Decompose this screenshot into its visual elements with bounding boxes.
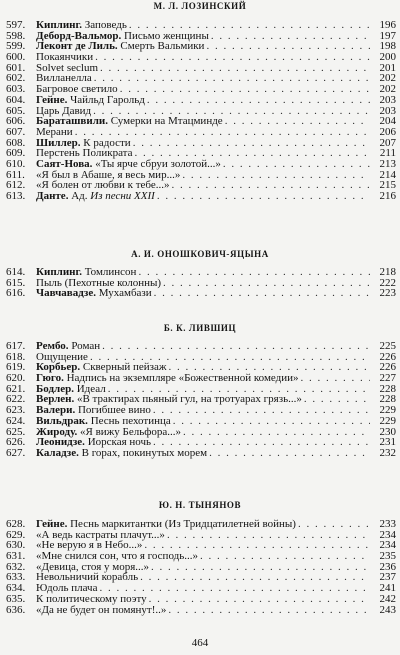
entry-title: «Девица, стоя у моря...» xyxy=(36,560,150,573)
entry-page: 207 xyxy=(379,136,396,149)
entry-author: Гейне. xyxy=(36,518,68,530)
entry-author: Саят-Нова. xyxy=(36,157,93,170)
entry-number: 633. xyxy=(6,571,26,584)
section-heading: А. И. ОНОШКОВИЧ-ЯЦЫНА xyxy=(131,249,269,259)
entry-number: 622. xyxy=(6,393,26,406)
toc-list xyxy=(6,267,396,299)
page-number: 464 xyxy=(191,637,209,649)
entry-title: Невольничий корабль xyxy=(36,571,139,584)
entry-title: Чайльд Гарольд xyxy=(70,93,145,106)
leader-dots xyxy=(94,73,370,84)
leader-dots xyxy=(95,52,370,63)
entry-page: 216 xyxy=(379,190,396,202)
entry-title: Пыль (Пехотные колонны) xyxy=(36,276,162,289)
entry-number: 602. xyxy=(6,72,26,85)
leader-dots xyxy=(138,267,370,278)
entry-title: Заповедь xyxy=(84,19,127,31)
entry-title: Юдоль плача xyxy=(36,582,98,595)
entry-number: 618. xyxy=(6,350,26,363)
leader-dots xyxy=(154,288,370,299)
entry-number: 611. xyxy=(6,168,25,181)
toc-entry xyxy=(6,288,396,299)
leader-dots xyxy=(147,95,370,106)
entry-page: 206 xyxy=(379,125,396,138)
entry-title: Иорская ночь xyxy=(87,436,152,449)
entry-number: 614. xyxy=(6,266,26,278)
entry-title: Вилланелла xyxy=(36,72,92,85)
entry-page: 242 xyxy=(379,592,396,605)
entry-title: «Не верую я в Небо...» xyxy=(36,539,143,552)
entry-title: Надпись на экземпляре «Божественной комедии» xyxy=(66,372,299,385)
entry-page: 202 xyxy=(379,83,396,96)
entry-title: «А ведь кастраты плачут...» xyxy=(36,528,165,541)
entry-title-group xyxy=(36,605,166,616)
entry-number: 634. xyxy=(6,582,26,595)
entry-page: 235 xyxy=(379,550,396,563)
entry-number: 626. xyxy=(6,436,26,449)
entry-author: Данте. xyxy=(36,190,69,202)
entry-author: Гюго. xyxy=(36,372,64,385)
leader-dots xyxy=(171,180,370,191)
entry-page: 213 xyxy=(379,157,396,170)
leader-dots xyxy=(225,116,370,127)
entry-number: 623. xyxy=(6,404,26,417)
entry-title: Мухамбази xyxy=(98,287,152,300)
entry-number: 612. xyxy=(6,179,26,192)
entry-title: «Мне снился сон, что я господь...» xyxy=(36,550,198,563)
entry-number: 625. xyxy=(6,425,26,438)
entry-author: Леконт де Лиль. xyxy=(36,40,118,53)
entry-page: 203 xyxy=(379,93,396,106)
entry-number: 617. xyxy=(6,340,26,352)
entry-title: «Ты ярче сбруи золотой...» xyxy=(95,157,221,170)
leader-dots xyxy=(223,159,370,170)
entry-title: Смерть Вальмики xyxy=(120,40,205,53)
entry-author: Верлен. xyxy=(36,393,75,406)
entry-number: 603. xyxy=(6,83,26,96)
entry-title: Песнь пехотинца xyxy=(90,414,171,427)
entry-title: Песнь маркитантки (Из Тридцатилетней войны) xyxy=(70,518,296,530)
toc-entry xyxy=(6,448,396,459)
entry-title-group xyxy=(36,448,207,459)
entry-author: Киплинг. xyxy=(36,19,83,31)
entry-author: Вильдрак. xyxy=(36,414,88,427)
entry-number: 610. xyxy=(6,157,26,170)
entry-number: 616. xyxy=(6,287,26,300)
section-heading: Ю. Н. ТЫНЯНОВ xyxy=(158,500,242,510)
entry-title: Роман xyxy=(71,340,101,352)
leader-dots xyxy=(151,562,370,573)
section-heading: М. Л. ЛОЗИНСКИЙ xyxy=(153,1,247,11)
entry-number: 613. xyxy=(6,190,26,202)
entry-title: К политическому поэту xyxy=(36,592,147,605)
toc-list xyxy=(6,519,396,615)
leader-dots xyxy=(183,427,370,438)
entry-page: 214 xyxy=(379,168,396,181)
toc-list xyxy=(6,341,396,459)
leader-dots xyxy=(140,572,370,583)
entry-number: 608. xyxy=(6,136,26,149)
entry-author: Рембо. xyxy=(36,340,69,352)
entry-number: 631. xyxy=(6,550,26,563)
entry-number: 636. xyxy=(6,603,26,616)
entry-title: Томлинсон xyxy=(84,266,137,278)
entry-page: 204 xyxy=(379,115,396,128)
entry-title: Письмо женщины xyxy=(124,29,209,42)
entry-author: Киплинг. xyxy=(36,266,83,278)
entry-author: Бараташвили. xyxy=(36,115,108,128)
entry-number: 597. xyxy=(6,19,26,31)
entry-title-group xyxy=(36,191,155,202)
entry-page: 241 xyxy=(379,582,396,595)
entry-number: 604. xyxy=(6,93,26,106)
entry-number: 607. xyxy=(6,125,26,138)
entry-page: 243 xyxy=(379,603,396,616)
entry-title: Ад. xyxy=(71,190,88,202)
entry-page: 232 xyxy=(379,446,396,459)
entry-number: 600. xyxy=(6,51,26,64)
section-heading: Б. К. ЛИВШИЦ xyxy=(163,323,237,333)
entry-page: 234 xyxy=(379,539,396,552)
entry-page: 223 xyxy=(379,287,396,300)
entry-author: Деборд-Вальмор. xyxy=(36,29,122,42)
entry-page: 196 xyxy=(379,19,396,31)
entry-author: Гейне. xyxy=(36,93,68,106)
entry-page: 233 xyxy=(379,518,396,530)
leader-dots xyxy=(157,191,370,202)
entry-author: Бодлер. xyxy=(36,382,74,395)
entry-number: 629. xyxy=(6,528,26,541)
entry-author: Леонидзе. xyxy=(36,436,85,449)
leader-dots xyxy=(200,551,370,562)
entry-title: Скверный пейзаж xyxy=(82,361,167,374)
entry-page: 211 xyxy=(379,147,396,160)
entry-number: 635. xyxy=(6,592,26,605)
leader-dots xyxy=(209,448,370,459)
entry-number: 619. xyxy=(6,361,26,374)
leader-dots xyxy=(153,405,370,416)
entry-title: Сумерки на Мтацминде xyxy=(110,115,223,128)
leader-dots xyxy=(182,170,370,181)
entry-author: Чавчавадзе. xyxy=(36,287,96,300)
entry-author: Жироду. xyxy=(36,425,78,438)
leader-dots xyxy=(211,31,370,42)
leader-dots xyxy=(149,594,370,605)
leader-dots xyxy=(206,41,370,52)
entry-number: 620. xyxy=(6,372,26,385)
entry-page: 229 xyxy=(379,404,396,417)
leader-dots xyxy=(120,84,370,95)
entry-title: Покаянчики xyxy=(36,51,94,64)
entry-page: 226 xyxy=(379,361,396,374)
entry-number: 630. xyxy=(6,539,26,552)
entry-page: 225 xyxy=(379,340,396,352)
entry-author: Корбьер. xyxy=(36,361,81,374)
entry-number: 627. xyxy=(6,446,26,459)
entry-title: «Я был в Абаше, я весь мир...» xyxy=(36,168,181,181)
entry-page: 200 xyxy=(379,51,396,64)
entry-page: 198 xyxy=(379,40,396,53)
entry-page: 226 xyxy=(379,350,396,363)
entry-page: 215 xyxy=(379,179,396,192)
entry-number: 621. xyxy=(6,382,26,395)
entry-title: «Да не будет он помянут!..» xyxy=(36,603,167,616)
entry-number: 624. xyxy=(6,414,26,427)
entry-page: 236 xyxy=(379,560,396,573)
entry-page: 227 xyxy=(379,372,396,385)
entry-title: Solvet seclum xyxy=(36,61,99,74)
entry-title: Погибшее вино xyxy=(77,404,151,417)
entry-page: 202 xyxy=(379,72,396,85)
entry-page: 228 xyxy=(379,393,396,406)
entry-page: 231 xyxy=(379,436,396,449)
entry-number: 601. xyxy=(6,61,26,74)
entry-title: Царь Давид xyxy=(36,104,92,117)
toc-entry xyxy=(6,191,396,202)
entry-title: К радости xyxy=(83,136,131,149)
entry-page: 222 xyxy=(379,276,396,289)
entry-title: Ощущение xyxy=(36,350,88,363)
entry-number: 599. xyxy=(6,40,26,53)
leader-dots xyxy=(102,341,370,352)
entry-title: В горах, покинутых морем xyxy=(81,446,208,459)
entry-page: 229 xyxy=(379,414,396,427)
entry-page: 230 xyxy=(379,425,396,438)
entry-author: Валери. xyxy=(36,404,76,417)
entry-number: 606. xyxy=(6,115,26,128)
entry-author: Каладзе. xyxy=(36,446,79,459)
entry-page: 201 xyxy=(379,61,396,74)
entry-number: 605. xyxy=(6,104,26,117)
toc-list xyxy=(6,20,396,202)
entry-page: 228 xyxy=(379,382,396,395)
entry-title: «Я вижу Бельфора...» xyxy=(79,425,181,438)
entry-page: 237 xyxy=(379,571,396,584)
entry-page: 197 xyxy=(379,29,396,42)
entry-title: «Я болен от любви к тебе...» xyxy=(36,179,170,192)
entry-number: 615. xyxy=(6,276,26,289)
entry-page: 234 xyxy=(379,528,396,541)
entry-author: Шиллер. xyxy=(36,136,81,149)
entry-number: 632. xyxy=(6,560,26,573)
entry-number: 598. xyxy=(6,29,26,42)
entry-title: Багровое светило xyxy=(36,83,118,96)
entry-title-group xyxy=(36,288,152,299)
entry-title: Мерани xyxy=(36,125,73,138)
leader-dots xyxy=(163,278,370,289)
leader-dots xyxy=(100,63,370,74)
entry-title-italic: Из песни XXII xyxy=(90,190,155,202)
leader-dots xyxy=(304,394,370,405)
entry-page: 218 xyxy=(379,266,396,278)
entry-number: 609. xyxy=(6,147,26,160)
leader-dots xyxy=(301,373,370,384)
leader-dots xyxy=(298,519,370,530)
entry-title: Идеал xyxy=(76,382,106,395)
leader-dots xyxy=(168,605,370,616)
entry-page: 203 xyxy=(379,104,396,117)
entry-title: «В трактирах пьяный гул, на тротуарах грязь...» xyxy=(76,393,302,406)
entry-number: 628. xyxy=(6,518,26,530)
leader-dots xyxy=(173,416,370,427)
toc-entry xyxy=(6,605,396,616)
leader-dots xyxy=(133,138,370,149)
entry-title: Перстень Поликрата xyxy=(36,147,133,160)
leader-dots xyxy=(167,530,370,541)
